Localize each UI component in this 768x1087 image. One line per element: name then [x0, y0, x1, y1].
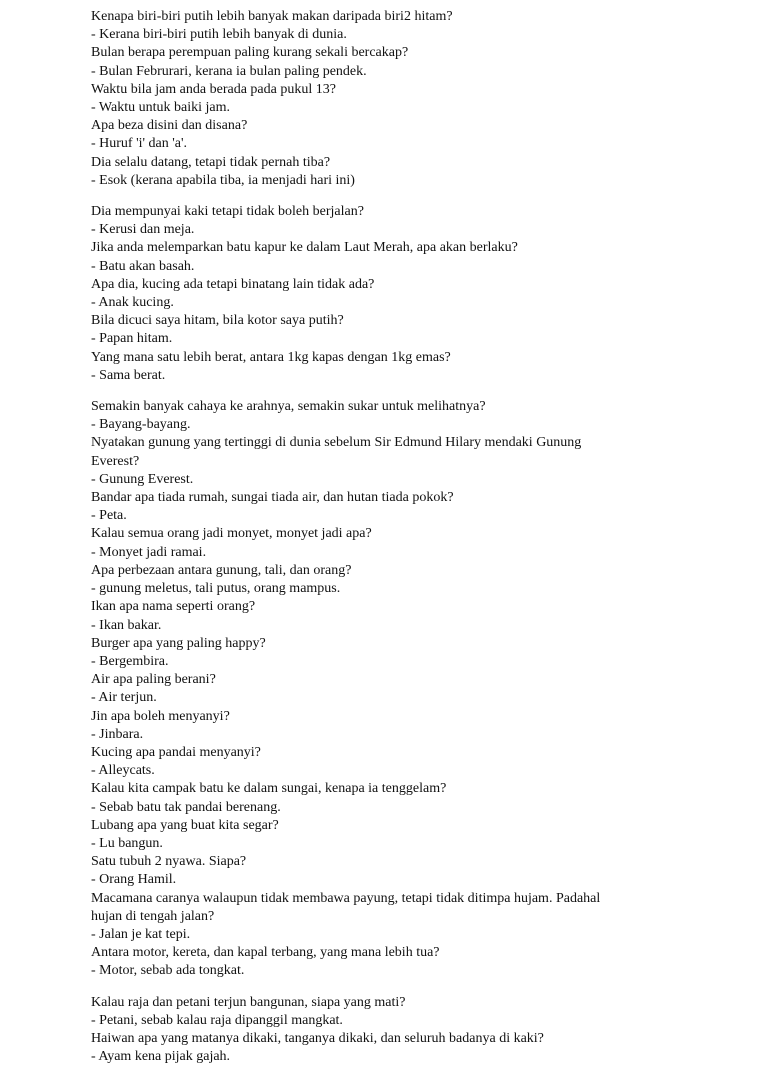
text-line: - Lu bangun.: [91, 835, 163, 851]
text-line: - Peta.: [91, 508, 127, 524]
text-line: Bandar apa tiada rumah, sungai tiada air, dan hutan tiada pokok?: [91, 490, 454, 506]
text-line: - Jalan je kat tepi.: [91, 926, 191, 942]
text-line: - Batu akan basah.: [91, 258, 195, 274]
text-line: Lubang apa yang buat kita segar?: [91, 817, 279, 833]
text-line: - Kerana biri-biri putih lebih banyak di dunia.: [91, 27, 347, 43]
text-line: - Bulan Februrari, kerana ia bulan paling pendek.: [91, 63, 367, 79]
text-line: - Sebab batu tak pandai berenang.: [91, 799, 281, 815]
riddle-group: [91, 994, 711, 1067]
text-line: Everest?: [91, 453, 140, 469]
text-line: - Air terjun.: [91, 690, 157, 706]
text-line: - Motor, sebab ada tongkat.: [91, 963, 245, 979]
text-line: Kucing apa pandai menyanyi?: [91, 744, 261, 760]
text-line: - Monyet jadi ramai.: [91, 544, 207, 560]
text-line: - Jinbara.: [91, 726, 144, 742]
text-line: - Huruf 'i' dan 'a'.: [91, 136, 188, 152]
text-line: - Anak kucing.: [91, 295, 174, 311]
text-line: - gunung meletus, tali putus, orang mampus.: [91, 581, 341, 597]
document-page: [91, 8, 711, 1079]
text-line: - Papan hitam.: [91, 331, 173, 347]
text-line: Apa perbezaan antara gunung, tali, dan orang?: [91, 562, 352, 578]
text-line: - Gunung Everest.: [91, 471, 194, 487]
text-line: - Sama berat.: [91, 367, 166, 383]
text-line: - Ayam kena pijak gajah.: [91, 1049, 231, 1065]
text-line: Kalau semua orang jadi monyet, monyet jadi apa?: [91, 526, 372, 542]
text-line: Apa dia, kucing ada tetapi binatang lain tidak ada?: [91, 276, 375, 292]
text-line: Satu tubuh 2 nyawa. Siapa?: [91, 854, 247, 870]
text-line: - Orang Hamil.: [91, 872, 177, 888]
text-line: Antara motor, kereta, dan kapal terbang, yang mana lebih tua?: [91, 945, 440, 961]
riddle-group: [91, 8, 711, 190]
text-line: Air apa paling berani?: [91, 672, 216, 688]
text-line: Bulan berapa perempuan paling kurang sekali bercakap?: [91, 45, 409, 61]
text-line: - Waktu untuk baiki jam.: [91, 100, 230, 116]
text-line: - Bergembira.: [91, 653, 169, 669]
riddle-group: [91, 398, 711, 981]
text-line: Kenapa biri-biri putih lebih banyak makan daripada biri2 hitam?: [91, 9, 453, 24]
text-line: Apa beza disini dan disana?: [91, 118, 248, 134]
text-line: Nyatakan gunung yang tertinggi di dunia sebelum Sir Edmund Hilary mendaki Gunung: [91, 435, 582, 451]
text-line: Jika anda melemparkan batu kapur ke dalam Laut Merah, apa akan berlaku?: [91, 240, 518, 256]
text-line: Macamana caranya walaupun tidak membawa payung, tetapi tidak ditimpa hujam. Padahal: [91, 890, 601, 906]
text-line: Ikan apa nama seperti orang?: [91, 599, 256, 615]
text-line: Yang mana satu lebih berat, antara 1kg kapas dengan 1kg emas?: [91, 349, 451, 365]
text-line: - Petani, sebab kalau raja dipanggil mangkat.: [91, 1012, 343, 1028]
text-line: Burger apa yang paling happy?: [91, 635, 266, 651]
text-line: Haiwan apa yang matanya dikaki, tanganya dikaki, dan seluruh badanya di kaki?: [91, 1030, 544, 1046]
text-line: Semakin banyak cahaya ke arahnya, semakin sukar untuk melihatnya?: [91, 399, 486, 415]
text-line: Waktu bila jam anda berada pada pukul 13?: [91, 81, 336, 97]
text-line: hujan di tengah jalan?: [91, 908, 215, 924]
text-line: - Ikan bakar.: [91, 617, 162, 633]
text-line: Bila dicuci saya hitam, bila kotor saya putih?: [91, 313, 344, 329]
text-line: Dia selalu datang, tetapi tidak pernah tiba?: [91, 154, 331, 170]
text-line: Kalau kita campak batu ke dalam sungai, kenapa ia tenggelam?: [91, 781, 447, 797]
text-line: Kalau raja dan petani terjun bangunan, siapa yang mati?: [91, 994, 406, 1010]
text-line: - Esok (kerana apabila tiba, ia menjadi hari ini): [91, 172, 355, 188]
text-line: Dia mempunyai kaki tetapi tidak boleh berjalan?: [91, 204, 364, 220]
text-line: - Kerusi dan meja.: [91, 222, 195, 238]
text-line: Jin apa boleh menyanyi?: [91, 708, 230, 724]
text-line: - Bayang-bayang.: [91, 417, 191, 433]
riddle-group: [91, 203, 711, 385]
text-line: - Alleycats.: [91, 763, 155, 779]
